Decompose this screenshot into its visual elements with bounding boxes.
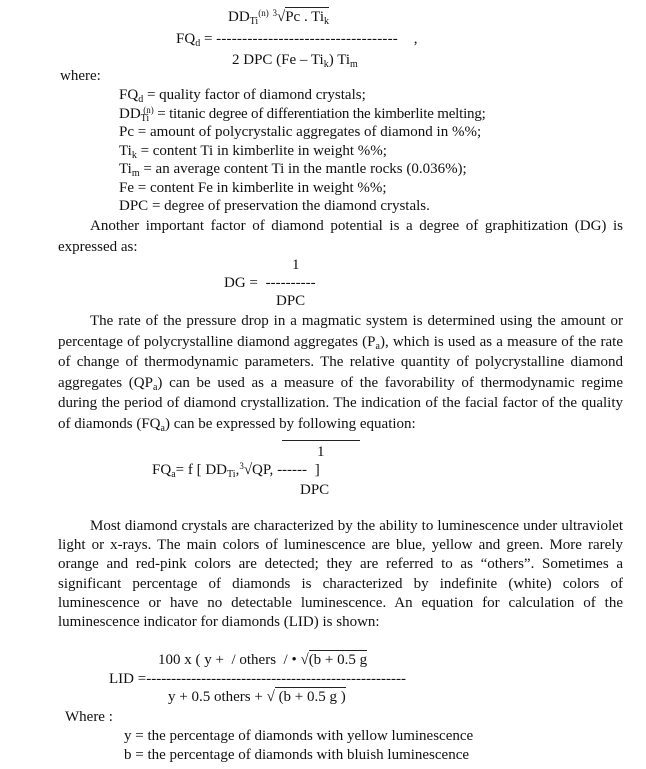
eq1-den-b: ) Ti [328,52,350,68]
eq1-dd-sub: Ti [249,16,259,27]
def-symbol: Ti [119,142,132,159]
definition-item: y = the percentage of diamonds with yellow luminescence [124,728,474,744]
eq1-den-a-sub: k [323,59,329,70]
para2-sub1: a [375,340,380,352]
para2-part1: The rate of the pressure drop in a magmatic system is determined using the amount or percentage of polycrystalline diamond aggregates (P [58,313,623,350]
definition-item [119,123,486,142]
def-sub: k [131,149,137,161]
eq4-numerator [158,651,367,669]
def-sub: m [131,168,140,179]
eq2-denominator: DPC [276,293,306,309]
definition-item: b = the percentage of diamonds with bluish luminescence [124,747,470,763]
para2-sub2: a [152,381,158,393]
eq1-den-b-sub: m [350,59,358,70]
def-text: = an average content Ti in the mantle rocks (0.036%); [139,161,467,177]
def-sup: (n) [143,104,154,115]
paragraph-pressure-drop-text [58,311,623,435]
def-sub: d [138,94,144,105]
definition-item [119,105,486,124]
paragraph-graphitization [58,216,623,257]
eq1-root-body [285,7,329,25]
eq3-comma: , [235,462,240,478]
eq1-root-text: Pc . Ti [285,9,324,25]
where-label-2: Where : [65,709,113,725]
eq1-root-sub: k [324,16,329,27]
def-sub: Ti [140,112,150,124]
definition-item [119,86,486,105]
eq3-close-bracket: ] [314,462,320,478]
eq1-dd-sup: (n) [258,8,269,18]
def-symbol: FQ [119,87,139,103]
eq1-dd: DD [228,9,250,25]
eq3-root-index: 3 [239,461,244,471]
eq2-numerator: 1 [292,257,300,273]
eq3-radical-icon: √ [243,462,253,478]
paragraph-luminescence-text: Most diamond crystals are characterized by the ability to luminescence under ultraviolet light or x-rays. The main colors of luminescence are blue, yellow and green. More rarely orange and red-pink colors are detected; they are referred to as “others”. Sometimes a significant percentage of diamonds is characterized by indefinite (white) colors of luminescence or have no detectable luminescence. An equation for calculation of the luminescence indicator for diamonds (LID) is shown: [58,518,623,631]
eq4-lhs-line [109,670,406,688]
eq3-radical-bar [282,440,360,441]
eq3-qp: QP, [252,462,274,478]
eq1-radical-icon: √ [276,9,286,25]
eq1-lhs-sub: d [195,38,201,49]
eq3-lhs: FQ [152,462,172,478]
eq1-comma: , [413,31,418,47]
paragraph-luminescence [58,517,623,632]
eq3-func: = f [ DD [175,462,228,478]
eq1-lhs-line [176,30,418,48]
eq1-denominator [232,51,358,69]
para2-part4: ) can be expressed by following equation: [164,415,416,432]
definition-item [119,179,486,198]
eq1-equals: = [203,31,213,47]
eq3-numerator: 1 [317,444,325,460]
eq4-den-radical-icon: √ [266,689,275,705]
def-text: = amount of polycrystalic aggregates of diamond in %%; [134,124,482,140]
def-text: = degree of preservation the diamond crystals. [148,198,430,214]
eq1-fraction-bar: ----------------------------------- [216,31,398,47]
eq4-lhs: LID = [109,671,147,687]
paragraph-graphitization-text: Another important factor of diamond potential is a degree of graphitization (DG) is expressed as: [58,218,623,255]
def-text: = titanic degree of differentiation the kimberlite melting; [153,105,486,122]
eq1-numerator [228,8,329,26]
eq4-fraction-bar: ---------------------------------------------------- [146,671,406,687]
eq1-root-index: 3 [272,8,277,18]
eq3-main-line [152,461,320,479]
def-symbol: Fe [119,179,134,196]
eq3-fraction-bar: ------ [277,462,308,478]
definitions-list [119,86,486,216]
eq4-num-root-body: (b + 0.5 g [308,652,368,668]
eq3-lhs-sub: a [171,469,176,480]
eq4-num-a: 100 x ( y + / others / • [158,652,301,668]
def-symbol: Pc [119,124,134,140]
def-symbol: DD [119,105,141,122]
eq3-denominator: DPC [300,482,330,498]
definition-item [119,197,486,216]
eq4-den-a: y + 0.5 others + [168,689,267,705]
eq2-lhs-line [224,274,316,292]
para2-part2: ), which is used as a measure of the rate of change of thermodynamic parameters. The relative quantity of polycrystalline diamond aggregates (QP [58,333,623,391]
definition-item [119,142,486,161]
eq3-dd-sub: Ti [227,469,236,480]
where-label: where: [60,68,101,84]
eq4-den-root-body: (b + 0.5 g ) [274,689,346,705]
eq4-num-radical-icon: √ [300,652,309,668]
para2-part3: ) can be used as a measure of the favorability of thermodynamic regime during the period of diamond crystallization. The indication of the facial factor of the quality of diamonds (FQ [58,374,623,432]
eq1-den-a: 2 DPC (Fe – Ti [232,52,324,68]
definitions-list-2 [124,727,473,765]
def-symbol: Ti [119,161,132,177]
para2-sub3: a [160,422,165,434]
definition-item [119,160,486,179]
def-text: = content Fe in kimberlite in weight %%; [134,179,387,196]
def-text: = quality factor of diamond crystals; [143,87,366,103]
eq4-denominator [168,688,346,706]
eq2-lhs: DG = [224,275,258,291]
paragraph-pressure-drop [58,311,623,435]
def-symbol: DPC [119,198,149,214]
eq1-lhs: FQ [176,31,196,47]
eq2-fraction-bar: ---------- [265,275,316,291]
def-text: = content Ti in kimberlite in weight %%; [136,142,387,159]
